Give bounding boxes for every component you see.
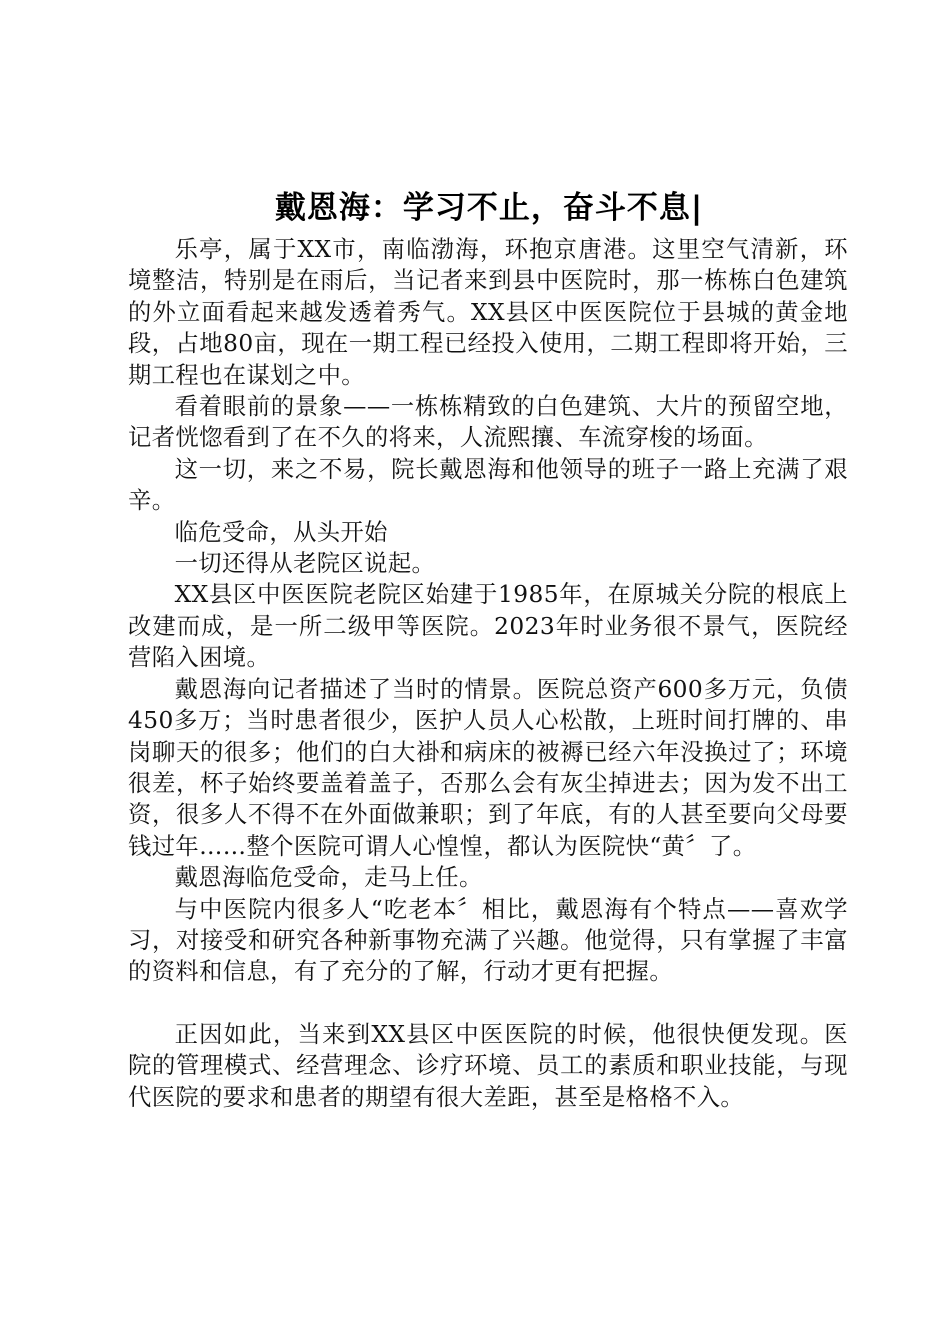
paragraph: 乐亭，属于XX市，南临渤海，环抱京唐港。这里空气清新，环境整洁，特别是在雨后，当记者来到县中医院时，那一栋栋白色建筑的外立面看起来越发透着秀气。XX县区中医医院位于县城的黄金地段，占地80亩，现在一期工程已经投入使用，二期工程即将开始，三期工程也在谋划之中。	[128, 236, 848, 389]
paragraph: 一切还得从老院区说起。	[174, 550, 436, 578]
paragraph-gap	[128, 988, 848, 1019]
paragraph: 正因如此，当来到XX县区中医医院的时候，他很快便发现。医院的管理模式、经营理念、诊疗环境、员工的素质和职业技能，与现代医院的要求和患者的期望有很大差距，甚至是格格不入。	[128, 1020, 848, 1111]
paragraph: XX县区中医医院老院区始建于1985年，在原城关分院的根底上改建而成，是一所二级甲等医院。2023年时业务很不景气，医院经营陷入困境。	[128, 581, 848, 672]
paragraph: 与中医院内很多人“吃老本〞相比，戴恩海有个特点——喜欢学习，对接受和研究各种新事物充满了兴趣。他觉得，只有掌握了丰富的资料和信息，有了充分的了解，行动才更有把握。	[128, 895, 848, 986]
paragraph: 戴恩海临危受命，走马上任。	[174, 864, 483, 892]
paragraph: 戴恩海向记者描述了当时的情景。医院总资产600多万元，负债450多万；当时患者很少，医护人员人心松散，上班时间打牌的、串岗聊天的很多；他们的白大褂和病床的被褥已经六年没换过了；环境很差，杯子始终要盖着盖子，否那么会有灰尘掉进去；因为发不出工资，很多人不得不在外面做兼职；到了年底，有的人甚至要向父母要钱过年……整个医院可谓人心惶惶，都认为医院快“黄〞了。	[128, 675, 848, 860]
section-heading: 临危受命，从头开始	[174, 518, 388, 546]
document-title: 戴恩海：学习不止，奋斗不息|	[274, 190, 704, 226]
document-page	[128, 182, 848, 1113]
paragraph: 这一切，来之不易，院长戴恩海和他领导的班子一路上充满了艰辛。	[128, 455, 848, 515]
paragraph: 看着眼前的景象——一栋栋精致的白色建筑、大片的预留空地，记者恍惚看到了在不久的将来，人流熙攘、车流穿梭的场面。	[128, 393, 848, 452]
